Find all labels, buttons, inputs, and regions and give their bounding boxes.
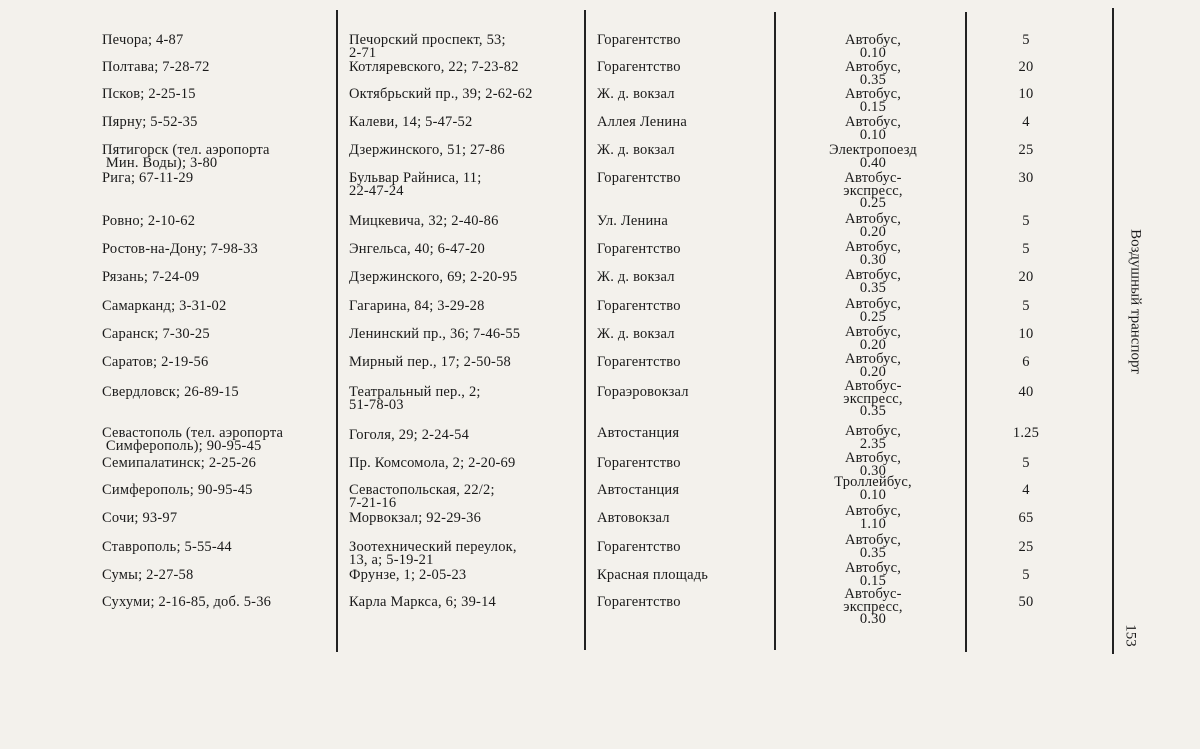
minutes-cell: 4 — [1022, 114, 1030, 130]
city-cell: Саранск; 7-30-25 — [102, 326, 210, 342]
city-cell: Пятигорск (тел. аэропорта Мин. Воды); 3-80 — [102, 142, 270, 171]
city-cell: Ростов-на-Дону; 7-98-33 — [102, 241, 258, 257]
departure-cell: Ж. д. вокзал — [597, 269, 675, 285]
address-cell: Дзержинского, 51; 27-86 — [349, 142, 505, 158]
city-cell: Симферополь; 90-95-45 — [102, 482, 253, 498]
transport-cell: Автобус, 0.20 — [844, 324, 902, 353]
address-cell: Котляревского, 22; 7-23-82 — [349, 59, 519, 75]
transport-cell: Автобус, 0.30 — [844, 239, 902, 268]
city-cell: Сочи; 93-97 — [102, 510, 178, 526]
departure-cell: Горагентство — [597, 539, 681, 555]
transport-cell: Автобус- экспресс, 0.25 — [843, 170, 903, 211]
minutes-cell: 10 — [1018, 326, 1034, 342]
transport-cell: Автобус, 0.25 — [844, 296, 902, 325]
minutes-cell: 5 — [1022, 241, 1030, 257]
minutes-cell: 6 — [1022, 354, 1030, 370]
minutes-cell: 25 — [1018, 539, 1034, 555]
transport-cell: Электропоезд 0.40 — [829, 142, 917, 171]
city-cell: Свердловск; 26-89-15 — [102, 384, 239, 400]
address-cell: Энгельса, 40; 6-47-20 — [349, 241, 485, 257]
minutes-cell: 5 — [1022, 213, 1030, 229]
column-divider — [774, 12, 776, 650]
minutes-cell: 5 — [1022, 32, 1030, 48]
departure-cell: Автостанция — [597, 482, 680, 498]
departure-cell: Красная площадь — [597, 567, 709, 583]
transport-cell: Автобус, 0.20 — [844, 351, 902, 380]
column-divider — [584, 10, 586, 650]
address-cell: Дзержинского, 69; 2-20-95 — [349, 269, 518, 285]
minutes-cell: 40 — [1018, 384, 1034, 400]
address-cell: Карла Маркса, 6; 39-14 — [349, 594, 496, 610]
minutes-cell: 1.25 — [1012, 425, 1040, 441]
transport-cell: Автобус, 0.20 — [844, 211, 902, 240]
column-divider — [965, 12, 967, 652]
city-cell: Печора; 4-87 — [102, 32, 184, 48]
transport-cell: Автобус, 1.10 — [844, 503, 902, 532]
transport-cell: Автобус, 0.30 — [844, 450, 902, 479]
minutes-cell: 20 — [1018, 269, 1034, 285]
address-cell: Гоголя, 29; 2-24-54 — [349, 427, 470, 443]
departure-cell: Горагентство — [597, 241, 681, 257]
transport-cell: Автобус, 0.15 — [844, 560, 902, 589]
city-cell: Ставрополь; 5-55-44 — [102, 539, 232, 555]
city-cell: Рига; 67-11-29 — [102, 170, 194, 186]
transport-cell: Автобус, 0.10 — [844, 32, 902, 61]
minutes-cell: 50 — [1018, 594, 1034, 610]
minutes-cell: 30 — [1018, 170, 1034, 186]
page-number: 153 — [1122, 624, 1139, 647]
city-cell: Саратов; 2-19-56 — [102, 354, 209, 370]
address-cell: Ленинский пр., 36; 7-46-55 — [349, 326, 521, 342]
departure-cell: Горагентство — [597, 594, 681, 610]
departure-cell: Горагентство — [597, 354, 681, 370]
transport-cell: Автобус- экспресс, 0.30 — [843, 586, 903, 627]
minutes-cell: 10 — [1018, 86, 1034, 102]
departure-cell: Автовокзал — [597, 510, 670, 526]
transport-cell: Автобус- экспресс, 0.35 — [843, 378, 903, 419]
address-cell: Севастопольская, 22/2; 7-21-16 — [349, 482, 495, 511]
address-cell: Гагарина, 84; 3-29-28 — [349, 298, 485, 314]
minutes-cell: 65 — [1018, 510, 1034, 526]
departure-cell: Аллея Ленина — [597, 114, 687, 130]
address-cell: Зоотехнический переулок, 13, а; 5-19-21 — [349, 539, 517, 568]
minutes-cell: 5 — [1022, 298, 1030, 314]
transport-cell: Автобус, 0.15 — [844, 86, 902, 115]
address-cell: Морвокзал; 92-29-36 — [349, 510, 482, 526]
city-cell: Сумы; 2-27-58 — [102, 567, 194, 583]
minutes-cell: 5 — [1022, 455, 1030, 471]
city-cell: Севастополь (тел. аэропорта Симферополь); 90-95-45 — [102, 425, 284, 454]
address-cell: Пр. Комсомола, 2; 2-20-69 — [349, 455, 516, 471]
city-cell: Рязань; 7-24-09 — [102, 269, 200, 285]
departure-cell: Горагентство — [597, 59, 681, 75]
departure-cell: Автостанция — [597, 425, 680, 441]
departure-cell: Горагентство — [597, 298, 681, 314]
address-cell: Печорский проспект, 53; 2-71 — [349, 32, 506, 61]
minutes-cell: 25 — [1018, 142, 1034, 158]
city-cell: Ровно; 2-10-62 — [102, 213, 196, 229]
city-cell: Псков; 2-25-15 — [102, 86, 196, 102]
city-cell: Полтава; 7-28-72 — [102, 59, 210, 75]
city-cell: Пярну; 5-52-35 — [102, 114, 198, 130]
transport-cell: Автобус, 0.35 — [844, 532, 902, 561]
minutes-cell: 5 — [1022, 567, 1030, 583]
address-cell: Театральный пер., 2; 51-78-03 — [349, 384, 481, 413]
address-cell: Фрунзе, 1; 2-05-23 — [349, 567, 467, 583]
transport-cell: Автобус, 0.10 — [844, 114, 902, 143]
address-cell: Бульвар Райниса, 11; 22-47-24 — [349, 170, 482, 199]
transport-cell: Автобус, 0.35 — [844, 267, 902, 296]
departure-cell: Ж. д. вокзал — [597, 142, 675, 158]
departure-cell: Ул. Ленина — [597, 213, 669, 229]
city-cell: Сухуми; 2-16-85, доб. 5-36 — [102, 594, 272, 610]
departure-cell: Гораэровокзал — [597, 384, 689, 400]
minutes-cell: 4 — [1022, 482, 1030, 498]
city-cell: Семипалатинск; 2-25-26 — [102, 455, 257, 471]
address-cell: Калеви, 14; 5-47-52 — [349, 114, 473, 130]
address-cell: Мицкевича, 32; 2-40-86 — [349, 213, 499, 229]
transport-cell: Троллейбус, 0.10 — [834, 474, 912, 503]
column-divider — [1112, 8, 1114, 654]
address-cell: Октябрьский пр., 39; 2-62-62 — [349, 86, 533, 102]
departure-cell: Ж. д. вокзал — [597, 86, 675, 102]
section-title: Воздушный транспорт — [1127, 229, 1144, 374]
transport-cell: Автобус, 0.35 — [844, 59, 902, 88]
minutes-cell: 20 — [1018, 59, 1034, 75]
departure-cell: Горагентство — [597, 455, 681, 471]
departure-cell: Горагентство — [597, 170, 681, 186]
transport-cell: Автобус, 2.35 — [844, 423, 902, 452]
column-divider — [336, 10, 338, 652]
address-cell: Мирный пер., 17; 2-50-58 — [349, 354, 511, 370]
city-cell: Самарканд; 3-31-02 — [102, 298, 227, 314]
departure-cell: Горагентство — [597, 32, 681, 48]
departure-cell: Ж. д. вокзал — [597, 326, 675, 342]
